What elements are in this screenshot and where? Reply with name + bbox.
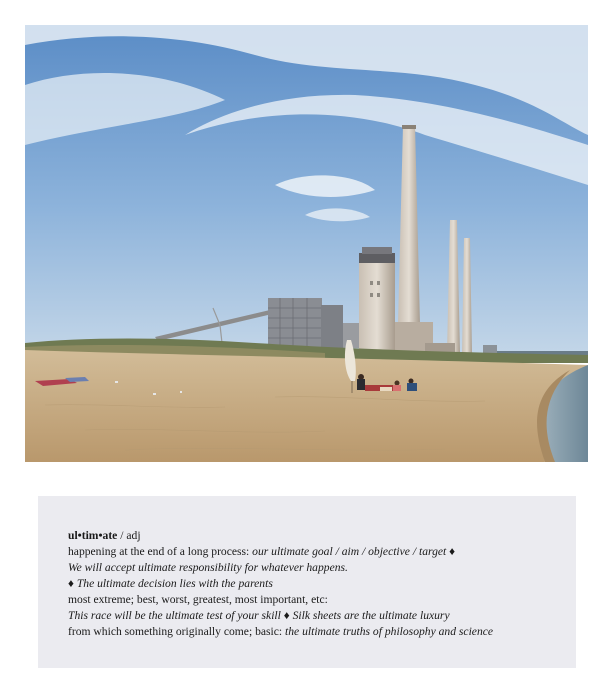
sense-1-example-3-line (68, 576, 576, 592)
sense-1-example-2: We will accept ultimate responsibility for whatever happens. (68, 561, 348, 574)
sense-3-line (68, 624, 576, 640)
sense-2-example-2: Silk sheets are the ultimate luxury (292, 609, 450, 622)
sense-2-text: most extreme; best, worst, greatest, most important, etc: (68, 593, 328, 606)
definition-headline (68, 528, 576, 544)
sense-2-examples-line (68, 608, 576, 624)
sense-3-example: the ultimate truths of philosophy and science (285, 625, 494, 638)
sense-3-text: from which something originally come; basic: (68, 625, 286, 638)
sense-2-example-1: This race will be the ultimate test of your skill (68, 609, 281, 622)
sense-1-text: happening at the end of a long process: (68, 545, 253, 558)
diamond-separator: ♦ (68, 577, 77, 590)
part-of-speech: adj (126, 529, 141, 542)
separator: / (117, 529, 127, 542)
definition-box (38, 496, 576, 668)
sense-1-example: our ultimate goal / aim / objective / target (252, 545, 447, 558)
diamond-separator: ♦ (280, 609, 293, 622)
headword: ul•tim•ate (68, 529, 118, 542)
sense-1-line (68, 544, 576, 560)
diamond-separator: ♦ (446, 545, 456, 558)
sense-1-example-3: The ultimate decision lies with the parents (76, 577, 273, 590)
power-plant-beach-photo (25, 25, 588, 462)
